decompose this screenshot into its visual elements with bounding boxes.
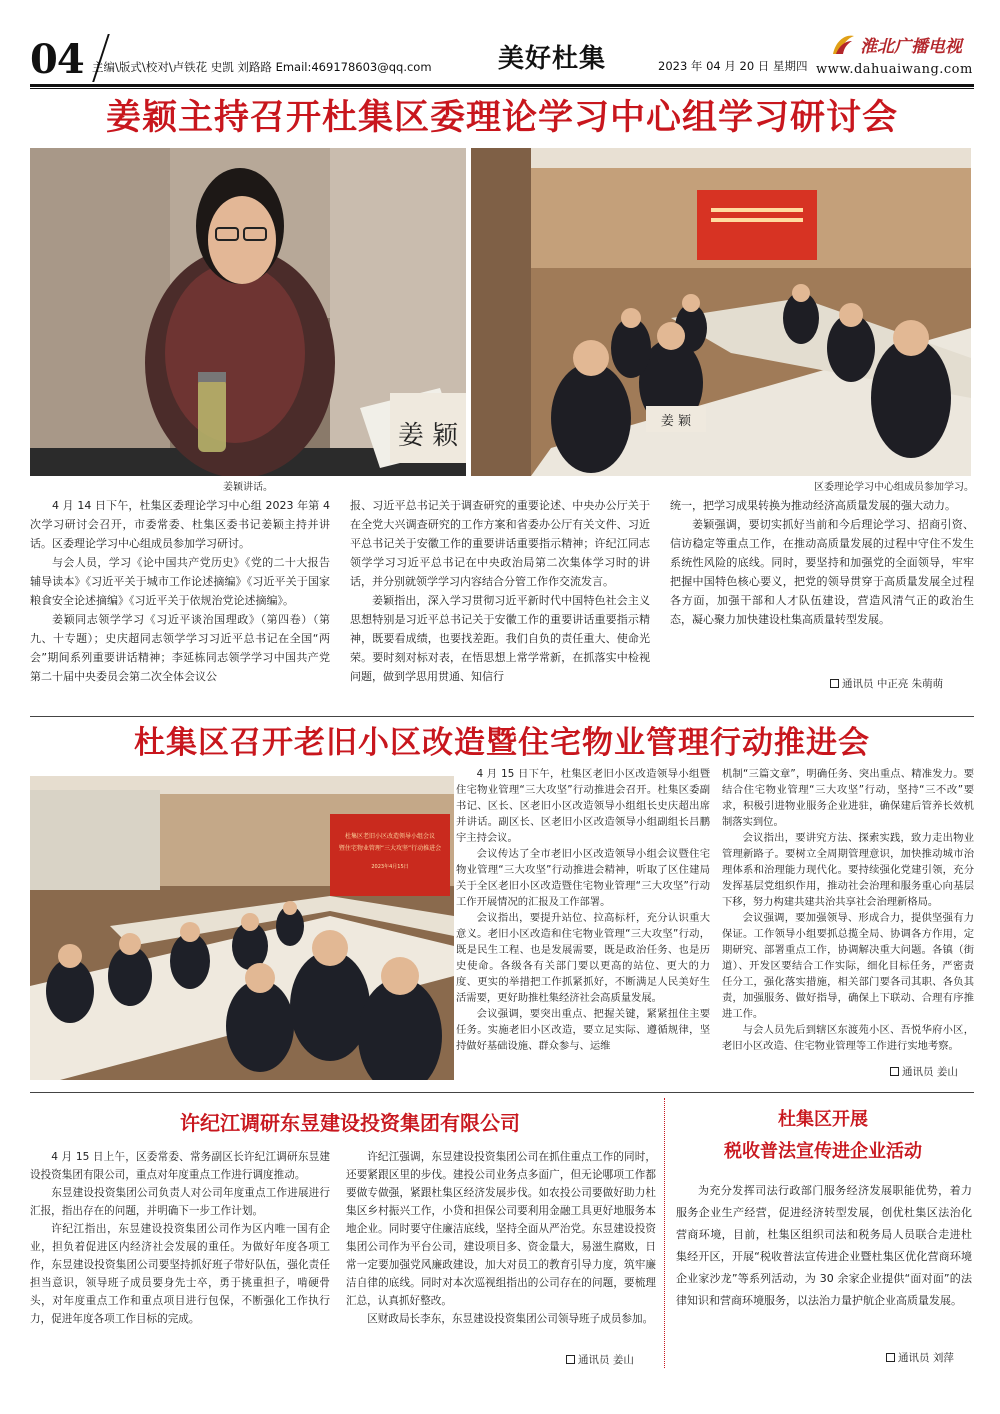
- article1-paragraph: 4 月 14 日下午，杜集区委理论学习中心组 2023 年第 4 次学习研讨会召开，市委常委、杜集区委书记姜颖主持并讲话。区委理论学习中心组成员参加学习研讨。: [30, 499, 330, 550]
- screen-date: 2023年4月15日: [371, 864, 409, 870]
- article2-column-2: [722, 766, 974, 1066]
- issue-date: 2023 年 04 月 20 日 星期四: [658, 59, 808, 73]
- byline-box-icon: [890, 1067, 899, 1076]
- byline-box-icon: [886, 1353, 895, 1362]
- article2-paragraph: 4 月 15 日下午，杜集区老旧小区改造领导小组暨住宅物业管理“三大攻坚”行动推进会召开。杜集区委副书记、区长、区老旧小区改造领导小组组长史庆超出席并讲话。副区长、区老旧小区改造领导小组副组长吕鹏宇主持会议。: [456, 768, 710, 844]
- meeting-nameplate-text: 姜 颖: [660, 414, 692, 429]
- header-rule-thin: [30, 88, 974, 89]
- article3-byline: 通讯员 姜山: [566, 1352, 634, 1367]
- article1-paragraph: 姜颖强调，要切实抓好当前和今后理论学习、招商引资、信访稳定等重点工作，在推动高质量发展的过程中守住不发生系统性风险的底线。同时，要坚持和加强党的全面领导，牢牢把握中国特色核心要义，把党的领导贯穿于高质量发展全过程各方面，加强干部和人才队伍建设，营造风清气正的政治生态，凝心聚力加快建设杜集高质量转型发展。: [670, 518, 974, 626]
- photo-meeting-room: [471, 148, 971, 476]
- nameplate-text: 姜 颖: [397, 421, 459, 451]
- article1-paragraph: 报、习近平总书记关于调查研究的重要论述、中央办公厅关于在全党大兴调查研究的工作方案和省委办公厅有关文件、习近平总书记关于安徽工作的重要讲话重要指示精神；许纪江同志领学学习习近平总书记在中央政治局第二次集体学习时的讲话，并分别就领学学习内容结合分管工作作交流发言。: [350, 499, 650, 588]
- article1-column-2: [350, 496, 650, 716]
- site-url[interactable]: www.dahuaiwang.com: [816, 62, 973, 77]
- article2-paragraph: 会议传达了全市老旧小区改造领导小组会议暨住宅物业管理“三大攻坚”行动推进会精神，听取了区住建局关于全区老旧小区改造暨住宅物业管理“三大攻坚”行动工作开展情况的汇报及工作部署。: [456, 848, 710, 908]
- article2-paragraph: 与会人员先后到辖区东渡苑小区、吾悦华府小区，老旧小区改造、住宅物业管理等工作进行实地考察。: [722, 1024, 974, 1052]
- article2-paragraph: 会议强调，要加强领导、形成合力，提供坚强有力保证。工作领导小组要抓总揽全局、协调各方作用，定期研究、部署重点工作，协调解决重大问题。各镇（街道）、开发区要结合工作实际，细化目标任务，严密责任分工，强化落实措施，相关部门要各司其职、各负其责，加强服务、做好指导，确保上下联动、合理有序推进工作。: [722, 912, 974, 1020]
- photo-caption-speaker: 姜颖讲话。: [223, 482, 273, 493]
- photo-speaker: [30, 148, 466, 476]
- editor-credits: 主编\版式\校对\卢铁花 史凯 刘路路 Email:469178603@qq.com: [92, 60, 432, 74]
- article2-paragraph: 机制“三篇文章”，明确任务、突出重点、精准发力。要结合住宅物业管理“三大攻坚”行动，坚持“三不改”要求，积极引进物业服务企业进驻，确保建后管养长效机制落实到位。: [722, 768, 974, 828]
- article4-headline-line1: 杜集区开展: [778, 1109, 868, 1130]
- article1-paragraph: 姜颖指出，深入学习贯彻习近平新时代中国特色社会主义思想特别是习近平总书记关于安徽工作的重要讲话重要指示精神，既要看成绩，也要找差距。我们自负的责任重大、使命光荣。要时刻对标对表，在悟思想上常学常新，在抓落实中检视问题，做到学思用贯通、知信行: [350, 594, 650, 683]
- article4-paragraph: 为充分发挥司法行政部门服务经济发展职能优势，着力服务企业生产经营，促进经济转型发展，创优杜集区法治化营商环境，目前，杜集区组织司法和税务局人员联合走进杜集经开区，开展“税收普法宣传进企业暨杜集区优化营商环境企业家沙龙”等系列活动，为 30 余家企业提供“面对面”的法律知识和营商环境服务，以法治力量护航企业高质量发展。: [676, 1184, 972, 1307]
- screen-title-line1: 杜集区老旧小区改造领导小组会议: [344, 833, 436, 840]
- article2-byline: 通讯员 姜山: [890, 1064, 958, 1079]
- article3-paragraph: 许纪江指出，东昱建设投资集团公司作为区内唯一国有企业，担负着促进区内经济社会发展的重任。为做好年度各项工作，东昱建设投资集团公司要坚持抓好班子带好队伍，强化责任担当意识，领导班子成员要身先士卒，勇于挑重担子，啃硬骨头，对年度重点工作和重点项目进行包保，不断强化工作执行力，促进年度各项工作目标的完成。: [30, 1223, 330, 1325]
- section-divider: [30, 1092, 974, 1093]
- photo-conference: [30, 776, 454, 1080]
- article1-headline: 姜颖主持召开杜集区委理论学习中心组学习研讨会: [105, 98, 898, 138]
- article1-column-3: [670, 496, 974, 676]
- article2-paragraph: 会议指出，要讲究方法、探索实践，致力走出物业管理新路子。要树立全周期管理意识，加快推动城市治理体系和治理能力现代化。要持续强化党建引领，充分发挥基层党组织作用，推动社会治理和服务重心向基层下移，努力构建共建共治共享社会治理新格局。: [722, 832, 974, 908]
- photo-caption-meeting: 区委理论学习中心组成员参加学习。: [814, 482, 974, 493]
- article4-body: [676, 1180, 972, 1348]
- section-name: 美好杜集: [498, 44, 607, 74]
- article3-paragraph: 区财政局长李东，东昱建设投资集团公司领导班子成员参加。: [367, 1313, 654, 1325]
- masthead: [30, 30, 974, 86]
- article2-column-1: [456, 766, 710, 1078]
- article2-headline: 杜集区召开老旧小区改造暨住宅物业管理行动推进会: [134, 725, 870, 761]
- article4-headline-line2: 税收普法宣传进企业活动: [724, 1141, 922, 1162]
- article3-column-2: [346, 1148, 656, 1360]
- byline-box-icon: [830, 679, 839, 688]
- header-rule: [30, 84, 974, 87]
- article2-paragraph: 会议强调，要突出重点、把握关键，紧紧扭住主要任务。实施老旧小区改造，要立足实际、遵循规律，坚持做好基础设施、群众参与、运维: [456, 1008, 710, 1052]
- article1-paragraph: 与会人员，学习《论中国共产党历史》《党的二十大报告辅导读本》《习近平关于城市工作论述摘编》《习近平关于国家粮食安全论述摘编》《习近平关于依规治党论述摘编》。: [30, 556, 330, 607]
- article3-headline: 许纪江调研东昱建设投资集团有限公司: [180, 1111, 520, 1135]
- article2-paragraph: 会议指出，要提升站位、拉高标杆，充分认识重大意义。老旧小区改造和住宅物业管理“三大攻坚”行动，既是民生工程、也是发展需要，既是政治任务、也是历史使命。各级各有关部门要以更高的站位、更大的力度、更实的举措把工作抓紧抓好，不断满足人民美好生活需要，更好助推杜集经济社会高质量发展。: [456, 912, 710, 1004]
- brand-block: [830, 30, 976, 60]
- byline-box-icon: [566, 1355, 575, 1364]
- article3-paragraph: 许纪江强调，东昱建设投资集团公司在抓住重点工作的同时，还要紧跟区里的步伐。建投公司业务点多面广，但无论哪项工作都要做专做强，紧跟杜集区经济发展步伐。如农投公司要做好助力杜集区乡村振兴工作，小贷和担保公司要利用金融工具更好地服务本地企业。同时要守住廉洁底线，坚持全面从严治党。东昱建设投资集团公司作为平台公司，建设项目多、资金量大，易滋生腐败，日常一定要加强党风廉政建设，加大对员工的教育引导力度，筑牢廉洁自律的底线。同时对本次巡视组指出的公司存在的问题，要梳理汇总，认真抓好整改。: [346, 1151, 656, 1307]
- article1-column-1: [30, 496, 330, 716]
- brand-logo-icon: [830, 32, 856, 58]
- article4-byline: 通讯员 刘萍: [886, 1350, 954, 1365]
- article3-paragraph: 4 月 15 日上午，区委常委、常务副区长许纪江调研东昱建设投资集团有限公司，重点对年度重点工作进行调度推动。: [30, 1151, 330, 1181]
- column-divider: [664, 1098, 665, 1368]
- article1-byline: 通讯员 中正亮 朱萌萌: [830, 676, 943, 691]
- article3-column-1: [30, 1148, 330, 1368]
- brand-name: 淮北广播电视: [860, 37, 962, 57]
- page-number: 04: [30, 36, 84, 83]
- article1-paragraph: 姜颖同志领学学习《习近平谈治国理政》（第四卷）（第九、十专题）；史庆超同志领学学习习近平总书记在全国“两会”期间系列重要讲话精神；李延栋同志领学学习中国共产党第二十届中央委员会第二次全体会议公: [30, 613, 330, 683]
- screen-title-line2: 暨住宅物业管理“三大攻坚”行动推进会: [338, 845, 442, 852]
- section-divider: [30, 716, 974, 717]
- article1-paragraph: 统一，把学习成果转换为推动经济高质量发展的强大动力。: [670, 499, 956, 512]
- article3-paragraph: 东昱建设投资集团公司负责人对公司年度重点工作进展进行汇报，指出存在的问题，并明确下一步工作计划。: [30, 1187, 330, 1217]
